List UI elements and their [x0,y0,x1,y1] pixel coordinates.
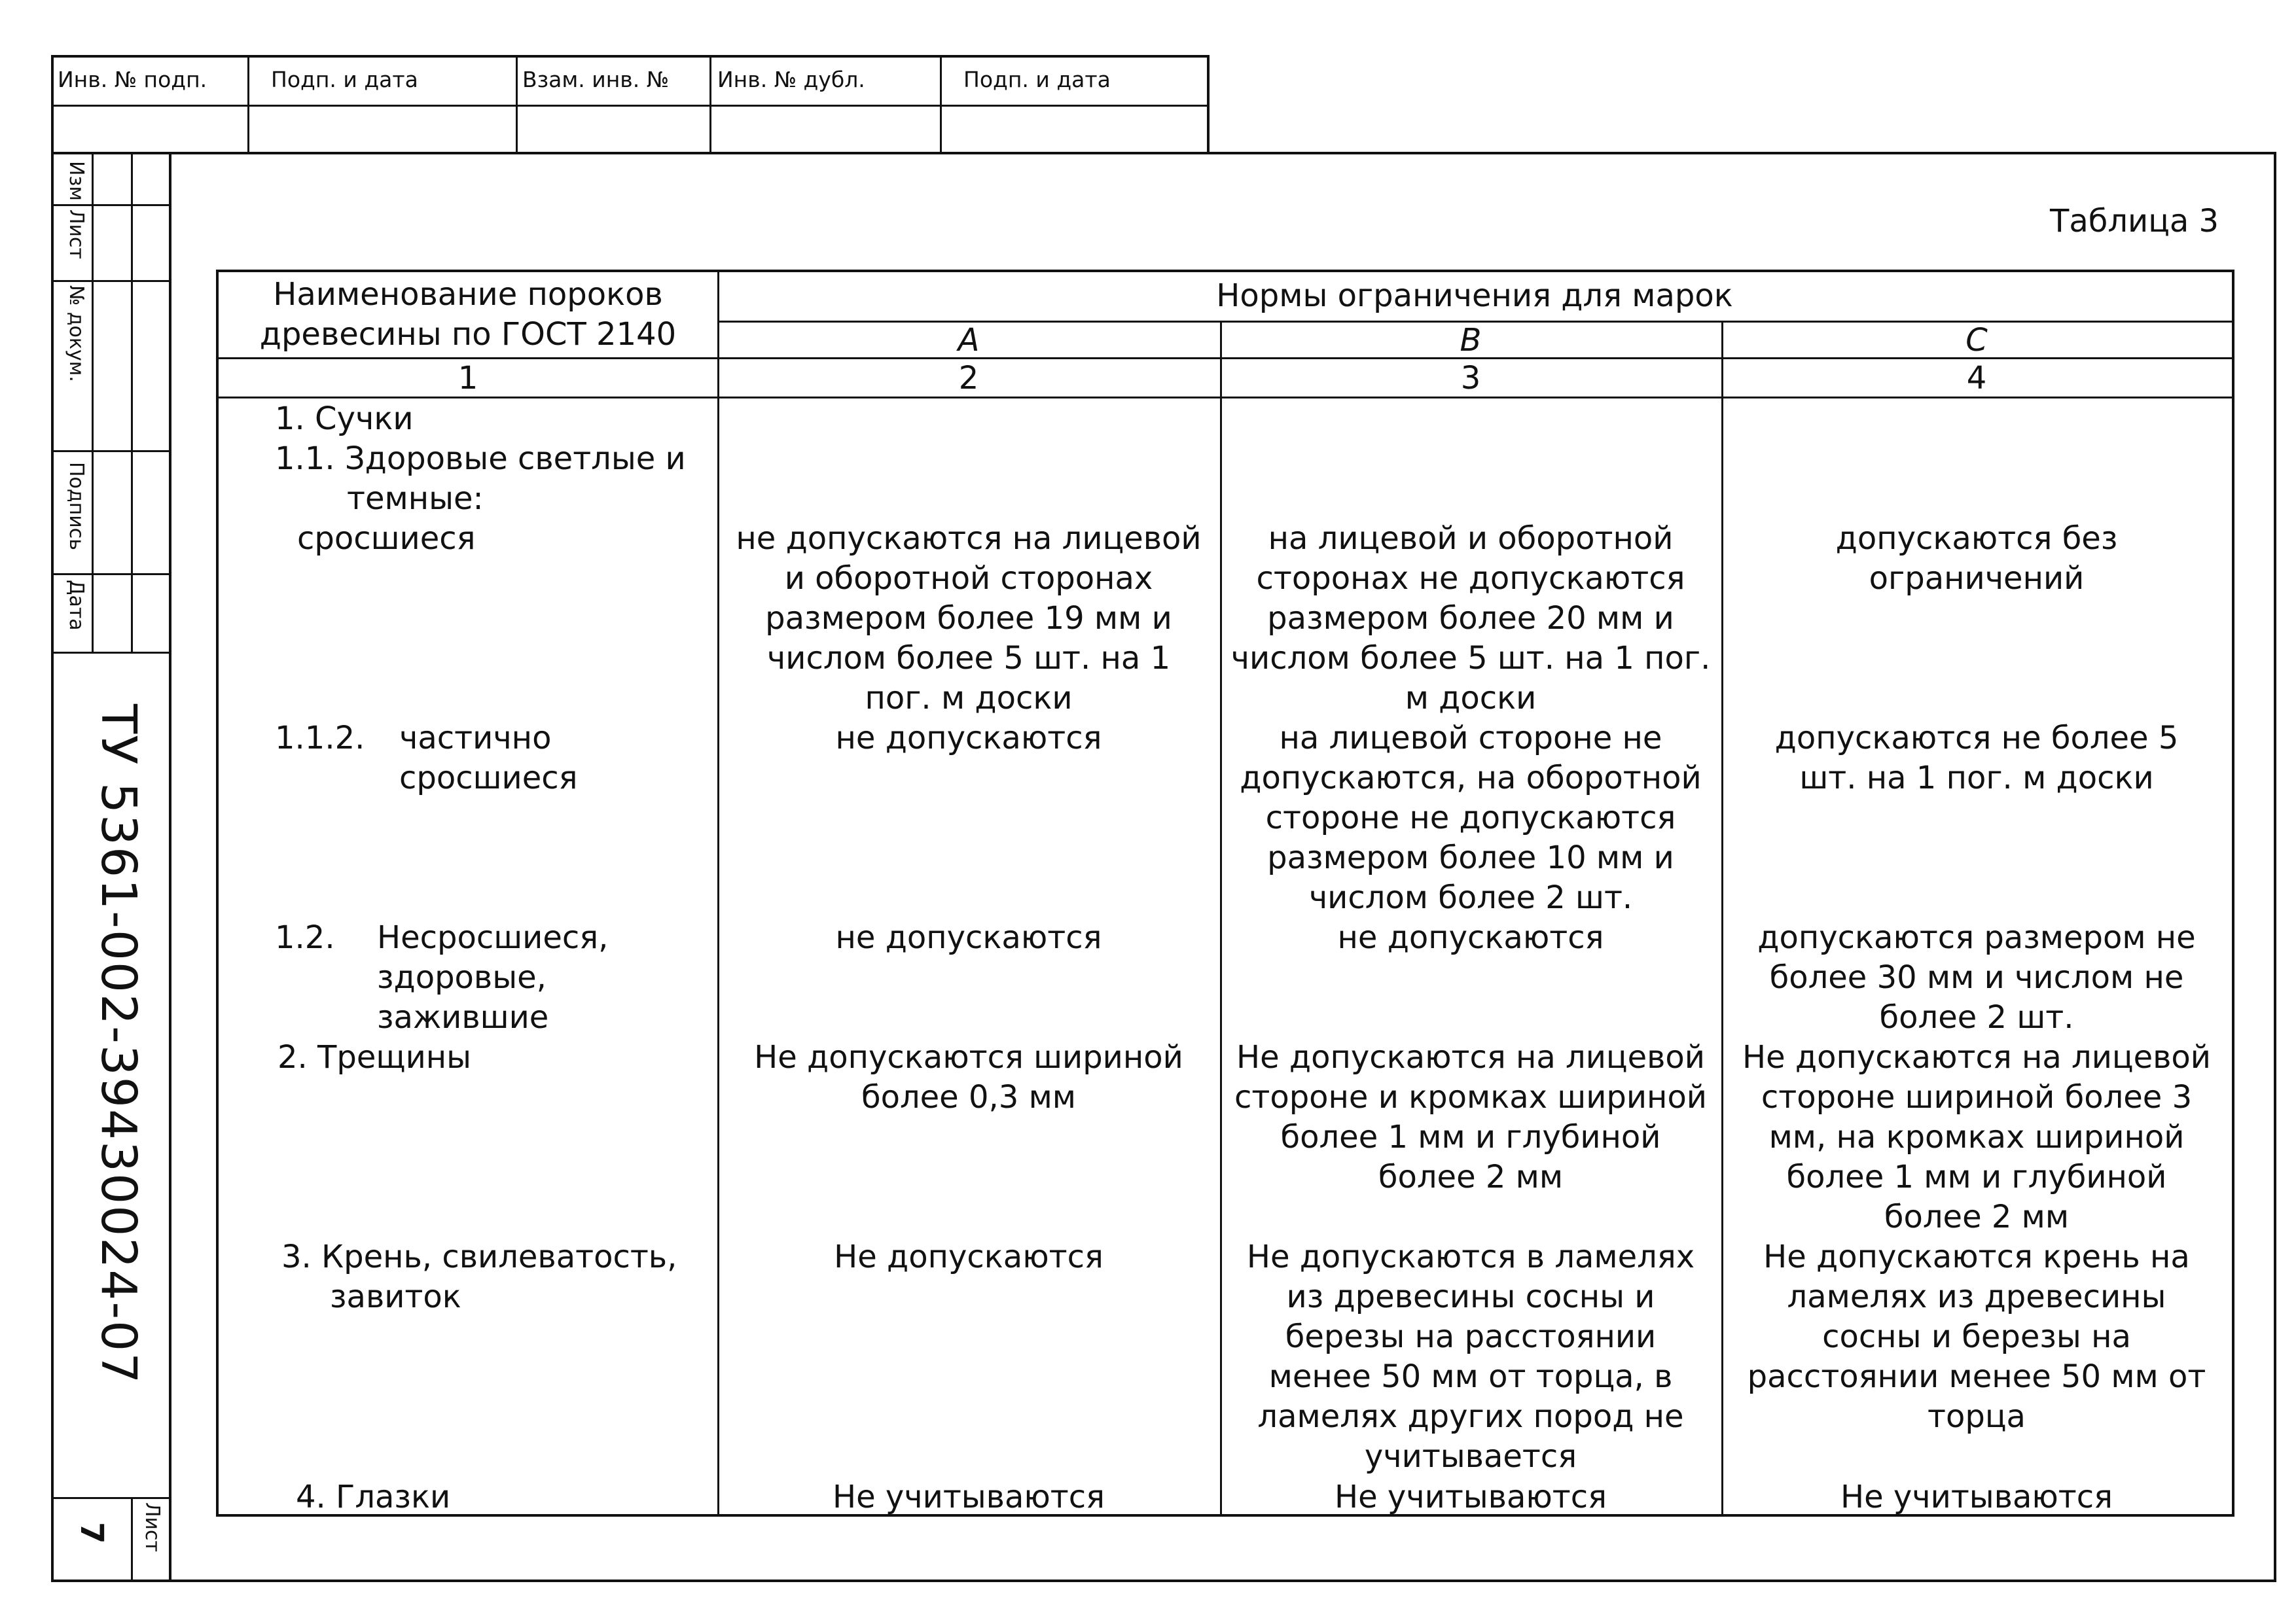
header-grade-a: A [958,322,980,359]
strip-divider [131,1497,133,1580]
strip-divider [92,154,94,652]
header-defect-name: Наименование пороков древесины по ГОСТ 2140 [259,276,677,353]
column-number-3: 3 [1460,360,1481,397]
strip-divider [54,652,169,654]
sheet-label: Лист [141,1502,164,1553]
row-nonintergrown-name-cont: здоровые, [377,959,547,996]
header-grade-b: B [1460,322,1482,359]
stamp-label-inv-podl: Инв. № подп. [58,67,207,92]
row-compression-grade-b: Не допускаются в ламелях из древесины сосны и березы на расстоянии менее 50 мм от торца, в ламелях других пород не учитывается [1246,1239,1695,1475]
stamp-label-podp-data-2: Подп. и дата [963,67,1111,92]
strip-divider [54,450,169,452]
left-title-strip [51,152,171,1582]
strip-label-podpis: Подпись [65,462,88,550]
row-compression-grade-c: Не допускаются крень на ламелях из древесины сосны и березы на расстоянии менее 50 мм от торца [1747,1239,2206,1435]
stamp-header-row [54,58,1207,107]
stamp-label-podp-data-1: Подп. и дата [271,67,418,92]
row-partial-grade-c: допускаются не более 5 шт. на 1 пог. м доски [1774,720,2179,796]
row-intergrown-grade-c: допускаются без ограничений [1835,520,2118,597]
stamp-label-vzam-inv: Взам. инв. № [522,67,670,92]
stamp-divider [709,58,711,154]
top-stamp [51,55,1210,154]
row-knots-title: 1. Сучки [275,400,414,437]
row-pin-knots-name: 4. Глазки [296,1479,451,1515]
document-designation: ТУ 5361-002-39430024-07 [90,704,147,1385]
row-cracks-grade-c: Не допускаются на лицевой стороне шириной более 3 мм, на кромках шириной более 1 мм и глубиной более 2 мм [1742,1039,2211,1235]
row-pin-knots-grade-b: Не учитываются [1334,1479,1607,1515]
row-cracks-grade-a: Не допускаются шириной более 0,3 мм [754,1039,1183,1116]
row-healthy-knots-title: 1.1. Здоровые светлые и [275,440,686,477]
column-number-1: 1 [457,360,478,397]
row-partial-name-cont: сросшиеся [399,760,578,796]
table-col-divider [1721,321,1723,1514]
row-nonintergrown-name-cont: зажившие [377,999,549,1036]
stamp-cell-podp-data-2 [941,58,1210,105]
sheet-number: 7 [73,1522,110,1544]
column-number-2: 2 [958,360,979,397]
row-partial-number: 1.1.2. [275,720,365,756]
row-partial-name: частично [399,720,552,756]
strip-label-data: Дата [65,580,88,631]
strip-label-izm: Изм [65,161,88,202]
row-nonintergrown-name: Несросшиеся, [377,919,609,956]
row-compression-name: 3. Крень, свилеватость, [281,1239,677,1275]
row-nonintergrown-grade-b: не допускаются [1337,919,1604,956]
stamp-divider [516,58,518,154]
row-intergrown-grade-b: на лицевой и оборотной сторонах не допускаются размером более 20 мм и числом более 5 шт. на 1 пог. м доски [1230,520,1711,716]
defects-table [216,270,2234,1517]
stamp-divider [940,58,942,154]
strip-divider [54,573,169,575]
row-partial-grade-b: на лицевой стороне не допускаются, на оборотной стороне не допускаются размером более 10 мм и числом более 2 шт. [1240,720,1702,916]
row-cracks-grade-b: Не допускаются на лицевой стороне и кромках шириной более 1 мм и глубиной более 2 мм [1234,1039,1707,1195]
row-intergrown-grade-a: не допускаются на лицевой и оборотной сторонах размером более 19 мм и числом более 5 шт. на 1 пог. м доски [736,520,1202,716]
stamp-divider [247,58,249,154]
row-nonintergrown-grade-c: допускаются размером не более 30 мм и числом не более 2 шт. [1757,919,2196,1036]
row-compression-name-cont: завиток [330,1279,461,1315]
strip-label-list: Лист [65,209,88,260]
table-col-divider [717,272,719,1514]
row-nonintergrown-grade-a: не допускаются [835,919,1102,956]
table-title: Таблица 3 [2050,203,2219,239]
header-grade-c: C [1965,322,1988,359]
strip-divider [54,280,169,282]
row-partial-grade-a: не допускаются [835,720,1102,756]
header-norms: Нормы ограничения для марок [1216,277,1733,314]
strip-divider [131,154,133,652]
row-healthy-knots-title-cont: темные: [347,480,484,517]
table-col-divider [1220,321,1222,1514]
strip-label-n-dokum: № докум. [65,285,88,382]
column-number-4: 4 [1966,360,1987,397]
stamp-cell-inv-dubl [711,58,941,105]
row-pin-knots-grade-a: Не учитываются [832,1479,1105,1515]
row-compression-grade-a: Не допускаются [834,1239,1103,1275]
stamp-cell-vzam-inv [517,58,711,105]
stamp-cell-podp-data-1 [249,58,517,105]
row-intergrown-name: сросшиеся [297,520,476,557]
row-nonintergrown-number: 1.2. [275,919,335,956]
stamp-label-inv-dubl: Инв. № дубл. [717,67,865,92]
row-cracks-name: 2. Трещины [278,1039,472,1076]
strip-divider [54,204,169,206]
stamp-cell-inv-podl [54,58,249,105]
row-pin-knots-grade-c: Не учитываются [1840,1479,2113,1515]
strip-divider [54,1497,169,1499]
